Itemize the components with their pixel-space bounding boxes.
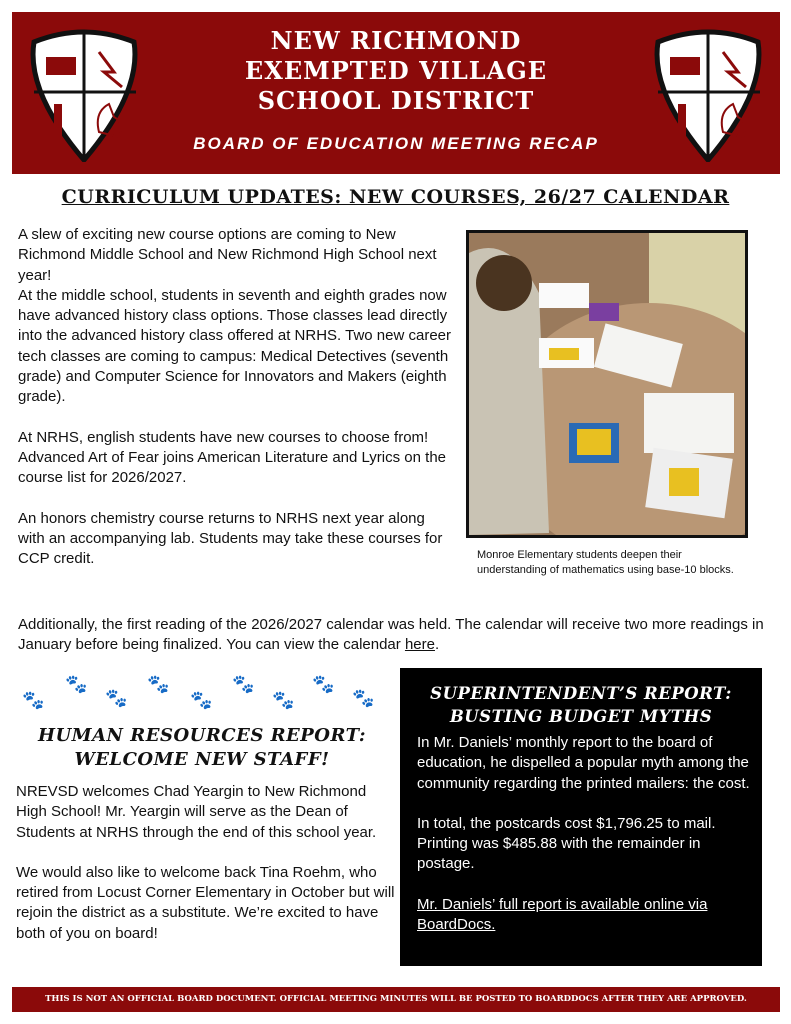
heading-line: BUSTING BUDGET MYTHS [449, 707, 713, 726]
paragraph: We would also like to welcome back Tina Roehm, who retired from Locust Corner Elementary in October but will rejoin the district as a substitute. We’re excited to have both of you on board! [16, 863, 395, 942]
photo-caption: Monroe Elementary students deepen their understanding of mathematics using base-10 blocks. [477, 549, 734, 576]
period: . [434, 636, 440, 654]
curriculum-body [18, 225, 453, 569]
heading-line: HUMAN RESOURCES REPORT: [37, 725, 367, 746]
disclaimer-footer: THIS IS NOT AN OFFICIAL BOARD DOCUMENT. OFFICIAL MEETING MINUTES WILL BE POSTED TO BOARDDOCS AFTER THEY ARE APPROVED. [12, 987, 780, 1012]
hr-body [16, 782, 396, 944]
boarddocs-link[interactable]: Mr. Daniels’ full report is available online via BoardDocs. [417, 895, 708, 934]
classroom-photo [466, 230, 748, 538]
paragraph: NREVSD welcomes Chad Yeargin to New Richmond High School! Mr. Yeargin will serve as the Dean of Students at NRHS through the end of this school year. [16, 783, 377, 841]
header-banner [12, 12, 780, 174]
curriculum-heading: CURRICULUM UPDATES: NEW COURSES, 26/27 CALENDAR [61, 186, 730, 208]
calendar-paragraph [18, 615, 768, 656]
paw-icon: 🐾 [22, 690, 45, 710]
paw-icon: 🐾 [147, 674, 170, 694]
paragraph: An honors chemistry course returns to NRHS next year along with an accompanying lab. Students may take these courses for CCP credit. [18, 509, 443, 568]
paw-icon: 🐾 [272, 690, 295, 710]
paw-icon: 🐾 [65, 674, 88, 694]
paragraph: In total, the postcards cost $1,796.25 to mail. Printing was $485.88 with the remainder in postage. [417, 814, 716, 873]
paragraph: In Mr. Daniels’ monthly report to the board of education, he dispelled a popular myth among the community regarding the printed mailers: the cost. [417, 734, 750, 792]
heading-line: SUPERINTENDENT’S REPORT: [430, 684, 732, 703]
newsletter-subtitle: BOARD OF EDUCATION MEETING RECAP [193, 134, 599, 153]
paw-icon: 🐾 [352, 688, 375, 708]
district-line: EXEMPTED VILLAGE [244, 56, 548, 85]
heading-line: WELCOME NEW STAFF! [74, 749, 330, 770]
superintendent-body [417, 733, 757, 935]
paw-icon: 🐾 [190, 690, 213, 710]
district-line: NEW RICHMOND [270, 26, 522, 55]
district-line: SCHOOL DISTRICT [257, 86, 535, 115]
paragraph: At NRHS, english students have new courses to choose from! Advanced Art of Fear joins American Literature and Lyrics on the course list for 2026/2027. [18, 428, 447, 487]
calendar-link[interactable]: here [404, 636, 435, 654]
paragraph: At the middle school, students in seventh and eighth grades now have advanced history class options. Those classes lead directly into the advanced history class offered at NRHS. Two new career tech classes are coming to campus: Medical Detectives (seventh grade) and Computer Science for Innovators and Makers (eighth grade). [18, 286, 452, 406]
paw-icon: 🐾 [312, 674, 335, 694]
paw-icon: 🐾 [105, 688, 128, 708]
hr-heading [14, 724, 390, 772]
paw-icon: 🐾 [232, 674, 255, 694]
paragraph: A slew of exciting new course options are coming to New Richmond Middle School and New Richmond High School next year! [18, 226, 437, 284]
paw-print-decoration [20, 672, 380, 712]
superintendent-report-box [400, 668, 762, 966]
superintendent-heading [400, 682, 762, 728]
calendar-text: Additionally, the first reading of the 2026/2027 calendar was held. The calendar will receive two more readings in January before being finalized. You can view the calendar [18, 616, 764, 654]
district-name [12, 26, 780, 116]
